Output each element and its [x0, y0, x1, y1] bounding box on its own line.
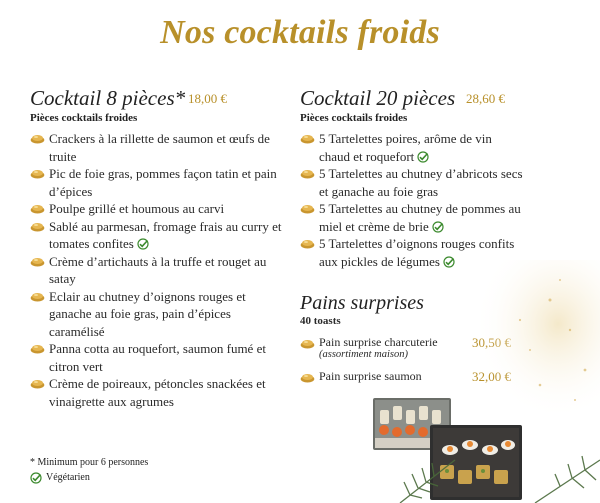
- canape-bullet-icon: [30, 221, 45, 232]
- menu-item-text: 5 Tartelettes poires, arôme de vin chaud et roquefort: [319, 131, 492, 164]
- canape-bullet-icon: [300, 168, 315, 179]
- menu-item-text: Panna cotta au roquefort, saumon fumé et citron vert: [49, 341, 266, 374]
- menu-item-text: Crème de poireaux, pétoncles snackées et vinaigrette aux agrumes: [49, 376, 266, 409]
- canape-bullet-icon: [30, 291, 45, 302]
- menu-item: [30, 130, 285, 165]
- legend-minimum: * Minimum pour 6 personnes: [30, 457, 149, 468]
- menu-item-text: 5 Tartelettes au chutney de pommes au miel et crème de brie: [319, 201, 521, 234]
- menu-item: [300, 165, 525, 200]
- menu-item-text: Poulpe grillé et houmous au carvi: [49, 201, 225, 216]
- canape-bullet-icon: [30, 203, 45, 214]
- canape-bullet-icon: [300, 238, 315, 249]
- canape-bullet-icon: [300, 203, 315, 214]
- pains-title: Pains surprises: [300, 292, 424, 314]
- menu-item: [300, 130, 525, 165]
- menu-item-text: Pic de foie gras, pommes façon tatin et pain d’épices: [49, 166, 277, 199]
- menu-item-text: Crackers à la rillette de saumon et œufs de truite: [49, 131, 270, 164]
- pains-subtitle: 40 toasts: [300, 315, 341, 327]
- menu-item: [30, 200, 285, 218]
- vegetarian-check-icon: [30, 472, 42, 484]
- canape-bullet-icon: [30, 378, 45, 389]
- menu-item: [30, 165, 285, 200]
- legend-vegetarian: [30, 470, 148, 485]
- canape-bullet-icon: [30, 256, 45, 267]
- cocktail-20-title: Cocktail 20 pièces: [300, 86, 456, 110]
- menu-item: [30, 253, 285, 288]
- page-title: Nos cocktails froids: [160, 14, 440, 51]
- menu-item: [30, 340, 285, 375]
- vegetarian-check-icon: [137, 238, 149, 250]
- vegetarian-check-icon: [417, 151, 429, 163]
- menu-item: [300, 200, 525, 235]
- cocktail-8-price: 18,00 €: [188, 91, 227, 106]
- menu-item: [30, 218, 285, 253]
- menu-item-text: 5 Tartelettes au chutney d’abricots secs et ganache au foie gras: [319, 166, 523, 199]
- menu-item-text: Sablé au parmesan, fromage frais au curry et tomates confites: [49, 218, 282, 251]
- cocktail-8-list: [30, 130, 285, 410]
- canape-bullet-icon: [30, 133, 45, 144]
- menu-item-text: 5 Tartelettes d’oignons rouges confits aux pickles de légumes: [319, 236, 515, 269]
- menu-item-text: Eclair au chutney d’oignons rouges et ganache au foie gras, pain d’épices caramélisé: [49, 288, 246, 339]
- cocktail-8-title: Cocktail 8 pièces*: [30, 86, 186, 110]
- legend: [30, 455, 148, 485]
- pain-surprise-name: Pain surprise saumon: [319, 369, 422, 383]
- food-photo-decoration: [360, 260, 600, 503]
- cocktail-8-section: [30, 86, 285, 410]
- pain-surprise-name: Pain surprise charcuterie: [319, 335, 438, 349]
- cocktail-20-list: [300, 130, 525, 270]
- cocktail-20-price: 28,60 €: [466, 91, 505, 106]
- canape-bullet-icon: [300, 338, 315, 349]
- menu-item: [30, 288, 285, 341]
- canape-bullet-icon: [30, 343, 45, 354]
- cocktail-20-subtitle: Pièces cocktails froides: [300, 112, 408, 124]
- canape-bullet-icon: [300, 372, 315, 383]
- menu-item-text: Crème d’artichauts à la truffe et rouget au satay: [49, 253, 267, 286]
- cocktail-8-subtitle: Pièces cocktails froides: [30, 112, 138, 124]
- legend-vegetarian-label: Végétarien: [46, 472, 90, 483]
- vegetarian-check-icon: [432, 221, 444, 233]
- canape-bullet-icon: [30, 168, 45, 179]
- menu-item: [30, 375, 285, 410]
- canape-bullet-icon: [300, 133, 315, 144]
- pain-surprise-note: (assortiment maison): [319, 349, 408, 360]
